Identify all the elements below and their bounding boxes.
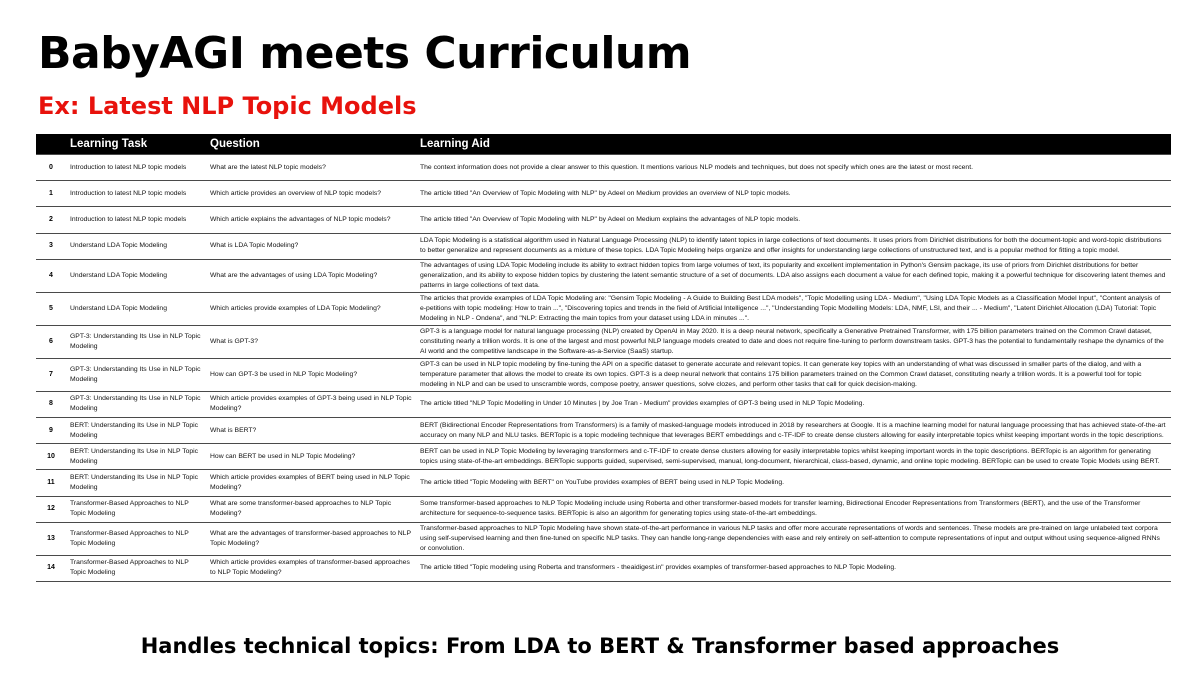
row-index: 2 <box>36 207 66 233</box>
row-learning-task: GPT-3: Understanding Its Use in NLP Topic Modeling <box>66 391 206 417</box>
table-row <box>36 259 1171 292</box>
row-question: Which article provides examples of GPT-3 being used in NLP Topic Modeling? <box>206 391 416 417</box>
row-question: What are the latest NLP topic models? <box>206 155 416 181</box>
row-learning-task: Transformer-Based Approaches to NLP Topic Modeling <box>66 522 206 555</box>
row-learning-task: BERT: Understanding Its Use in NLP Topic Modeling <box>66 470 206 496</box>
table-row <box>36 207 1171 233</box>
row-index: 10 <box>36 444 66 470</box>
table-row <box>36 391 1171 417</box>
row-index: 12 <box>36 496 66 522</box>
row-learning-task: Introduction to latest NLP topic models <box>66 155 206 181</box>
row-question: What is BERT? <box>206 417 416 443</box>
table-header <box>36 134 1171 155</box>
row-question: Which article provides examples of BERT being used in NLP Topic Modeling? <box>206 470 416 496</box>
row-learning-aid: BERT can be used in NLP Topic Modeling by leveraging transformers and c-TF-IDF to create dense clusters allowing for easily interpretable topics whilst keeping important words in the topic descriptions. BERTopic is an algorithm for generating topics using state-of-the-art embeddings. BERTopic supports guided, supervised, semi-supervised, manual, long-document, hierarchical, class-based, dynamic, and online topic modeling. BERTopic can be used to create Topic Models using BERT. <box>416 444 1171 470</box>
table-row <box>36 555 1171 581</box>
row-index: 0 <box>36 155 66 181</box>
row-learning-aid: The advantages of using LDA Topic Modeling include its ability to extract hidden topics from large volumes of text, its popularity and excellent implementation in Python's Gensim package, its use of priors from Dirichlet distributions for better generalization, and its ability to expose hidden topics by clustering the latent semantic structure of a set of documents. LDA also assigns each document a value for each defined topic, making it a powerful technique for discovering latent themes and patterns in large collections of text data. <box>416 259 1171 292</box>
row-learning-task: Understand LDA Topic Modeling <box>66 233 206 259</box>
row-index: 14 <box>36 555 66 581</box>
header-index <box>36 134 66 155</box>
header-learning-task: Learning Task <box>66 134 206 155</box>
page-subtitle: Ex: Latest NLP Topic Models <box>38 92 417 120</box>
table-row <box>36 444 1171 470</box>
row-index: 3 <box>36 233 66 259</box>
row-learning-aid: Some transformer-based approaches to NLP Topic Modeling include using Roberta and other transformer-based models for transfer learning, Bidirectional Encoder Representations from Transformers (BERT), and the use of the Transformer architecture for sequence-to-sequence tasks. BERTopic is also an algorithm for generating topics using state-of-the-art embeddings. <box>416 496 1171 522</box>
row-learning-task: Transformer-Based Approaches to NLP Topic Modeling <box>66 496 206 522</box>
row-learning-task: BERT: Understanding Its Use in NLP Topic Modeling <box>66 444 206 470</box>
row-question: Which articles provide examples of LDA Topic Modeling? <box>206 292 416 325</box>
row-learning-aid: BERT (Bidirectional Encoder Representations from Transformers) is a family of masked-language models introduced in 2018 by researchers at Google. It is a machine learning model for natural language processing that has achieved state-of-the-art accuracy on many NLP and NLU tasks. BERTopic is a topic modeling technique that leverages BERT embeddings and c-TF-IDF to create dense clusters allowing for easily interpretable topics whilst keeping important words in the topic descriptions. <box>416 417 1171 443</box>
row-question: Which article provides an overview of NLP topic models? <box>206 181 416 207</box>
row-learning-aid: The context information does not provide a clear answer to this question. It mentions various NLP models and techniques, but does not specify which ones are the latest or most recent. <box>416 155 1171 181</box>
row-learning-aid: The article titled "NLP Topic Modelling in Under 10 Minutes | by Joe Tran - Medium" provides examples of GPT-3 being used in NLP Topic Modeling. <box>416 391 1171 417</box>
row-learning-task: Introduction to latest NLP topic models <box>66 181 206 207</box>
row-question: What are the advantages of using LDA Topic Modeling? <box>206 259 416 292</box>
row-question: What are the advantages of transformer-based approaches to NLP Topic Modeling? <box>206 522 416 555</box>
table-row <box>36 181 1171 207</box>
row-index: 9 <box>36 417 66 443</box>
row-learning-task: GPT-3: Understanding Its Use in NLP Topic Modeling <box>66 358 206 391</box>
header-row <box>36 134 1171 155</box>
table-row <box>36 358 1171 391</box>
table-row <box>36 233 1171 259</box>
row-question: Which article explains the advantages of NLP topic models? <box>206 207 416 233</box>
row-question: Which article provides examples of transformer-based approaches to NLP Topic Modeling? <box>206 555 416 581</box>
table-row <box>36 155 1171 181</box>
row-question: How can BERT be used in NLP Topic Modeling? <box>206 444 416 470</box>
header-question: Question <box>206 134 416 155</box>
row-index: 11 <box>36 470 66 496</box>
row-index: 7 <box>36 358 66 391</box>
row-learning-task: BERT: Understanding Its Use in NLP Topic Modeling <box>66 417 206 443</box>
table-row <box>36 522 1171 555</box>
curriculum-table <box>36 134 1171 582</box>
row-question: What are some transformer-based approaches to NLP Topic Modeling? <box>206 496 416 522</box>
header-learning-aid: Learning Aid <box>416 134 1171 155</box>
row-learning-aid: The article titled "An Overview of Topic Modeling with NLP" by Adeel on Medium explains the advantages of NLP topic models. <box>416 207 1171 233</box>
table-row <box>36 292 1171 325</box>
table-row <box>36 470 1171 496</box>
row-learning-task: Transformer-Based Approaches to NLP Topic Modeling <box>66 555 206 581</box>
table-row <box>36 325 1171 358</box>
row-index: 8 <box>36 391 66 417</box>
row-learning-task: Understand LDA Topic Modeling <box>66 292 206 325</box>
row-learning-task: GPT-3: Understanding Its Use in NLP Topic Modeling <box>66 325 206 358</box>
row-index: 1 <box>36 181 66 207</box>
row-question: How can GPT-3 be used in NLP Topic Modeling? <box>206 358 416 391</box>
row-learning-aid: Transformer-based approaches to NLP Topic Modeling have shown state-of-the-art performance in various NLP tasks and offer more accurate representations of words and sentences. These models are pre-trained on large unlabeled text corpora using self-supervised learning and then fine-tuned on specific NLP tasks. They can handle long-range dependencies with ease and rely entirely on self-attention to compute representations of input and output without using sequence-aligned RNNs or convolution. <box>416 522 1171 555</box>
row-learning-aid: The article titled "Topic Modeling with BERT" on YouTube provides examples of BERT being used in NLP Topic Modeling. <box>416 470 1171 496</box>
row-learning-aid: The article titled "An Overview of Topic Modeling with NLP" by Adeel on Medium provides an overview of NLP topic models. <box>416 181 1171 207</box>
curriculum-table-container <box>36 134 1171 582</box>
row-index: 5 <box>36 292 66 325</box>
row-learning-task: Understand LDA Topic Modeling <box>66 259 206 292</box>
row-index: 13 <box>36 522 66 555</box>
row-learning-aid: LDA Topic Modeling is a statistical algorithm used in Natural Language Processing (NLP) to identify latent topics in large collections of text documents. It uses priors from Dirichlet distributions for both the document-topic and word-topic distributions to better generalize and represent documents as a mixture of these topics. LDA Topic Modeling helps organize and offer insights for understanding large collections of unstructured text, and is a popular method for fitting a topic model. <box>416 233 1171 259</box>
row-learning-task: Introduction to latest NLP topic models <box>66 207 206 233</box>
row-index: 6 <box>36 325 66 358</box>
row-index: 4 <box>36 259 66 292</box>
table-row <box>36 496 1171 522</box>
row-learning-aid: GPT-3 can be used in NLP topic modeling by fine-tuning the API on a specific dataset to generate accurate and relevant topics. It can generate key topics with an understanding of what was discussed in smaller parts of the dialog, and with a temperature parameter that allows the model to create its own topics. GPT-3 is a deep neural network that contains 175 billion parameters trained on the Common Crawl dataset, constituting nearly a trillion words. It is a powerful tool for topic modeling in NLP and can be used to unscramble words, compose poetry, answer questions, solve clozes, and perform other tasks that call for quick decision-making. <box>416 358 1171 391</box>
page-title: BabyAGI meets Curriculum <box>38 28 692 79</box>
table-body <box>36 155 1171 582</box>
footer-caption: Handles technical topics: From LDA to BERT & Transformer based approaches <box>140 634 1060 658</box>
row-learning-aid: The article titled "Topic modeling using Roberta and transformers - theaidigest.in" provides examples of transformer-based approaches to NLP Topic Modeling. <box>416 555 1171 581</box>
table-row <box>36 417 1171 443</box>
row-question: What is GPT-3? <box>206 325 416 358</box>
row-question: What is LDA Topic Modeling? <box>206 233 416 259</box>
row-learning-aid: GPT-3 is a language model for natural language processing (NLP) created by OpenAI in May 2020. It is a deep neural network, specifically a Generative Pretrained Transformer, with 175 billion parameters trained on the Common Crawl dataset, constituting nearly a trillion words. It is one of the largest and most powerful NLP language models created to date and does not require fine-tuning to perform downstream tasks. GPT-3 has the potential to fundamentally reshape the dynamics of the AI world and the competitive landscape in the Software-as-a-Service (SaaS) startup. <box>416 325 1171 358</box>
row-learning-aid: The articles that provide examples of LDA Topic Modeling are: "Gensim Topic Modeling - A Guide to Building Best LDA models", "Topic Modelling using LDA - Medium", "Using LDA Topic Models as a Classification Model Input", "Content analysis of e-petitions with topic modeling: How to train ...", "Discovering topics and trends in the field of Artificial Intelligence ...", "Understanding Topic Modelling Models: LDA, NMF, LSI, and their ... - Medium", "Latent Dirichlet Allocation (LDA) Tutorial: Topic Modeling in NLP - Ondena", and "NLP: Extracting the main topics from your dataset using LDA in minutes ...". <box>416 292 1171 325</box>
